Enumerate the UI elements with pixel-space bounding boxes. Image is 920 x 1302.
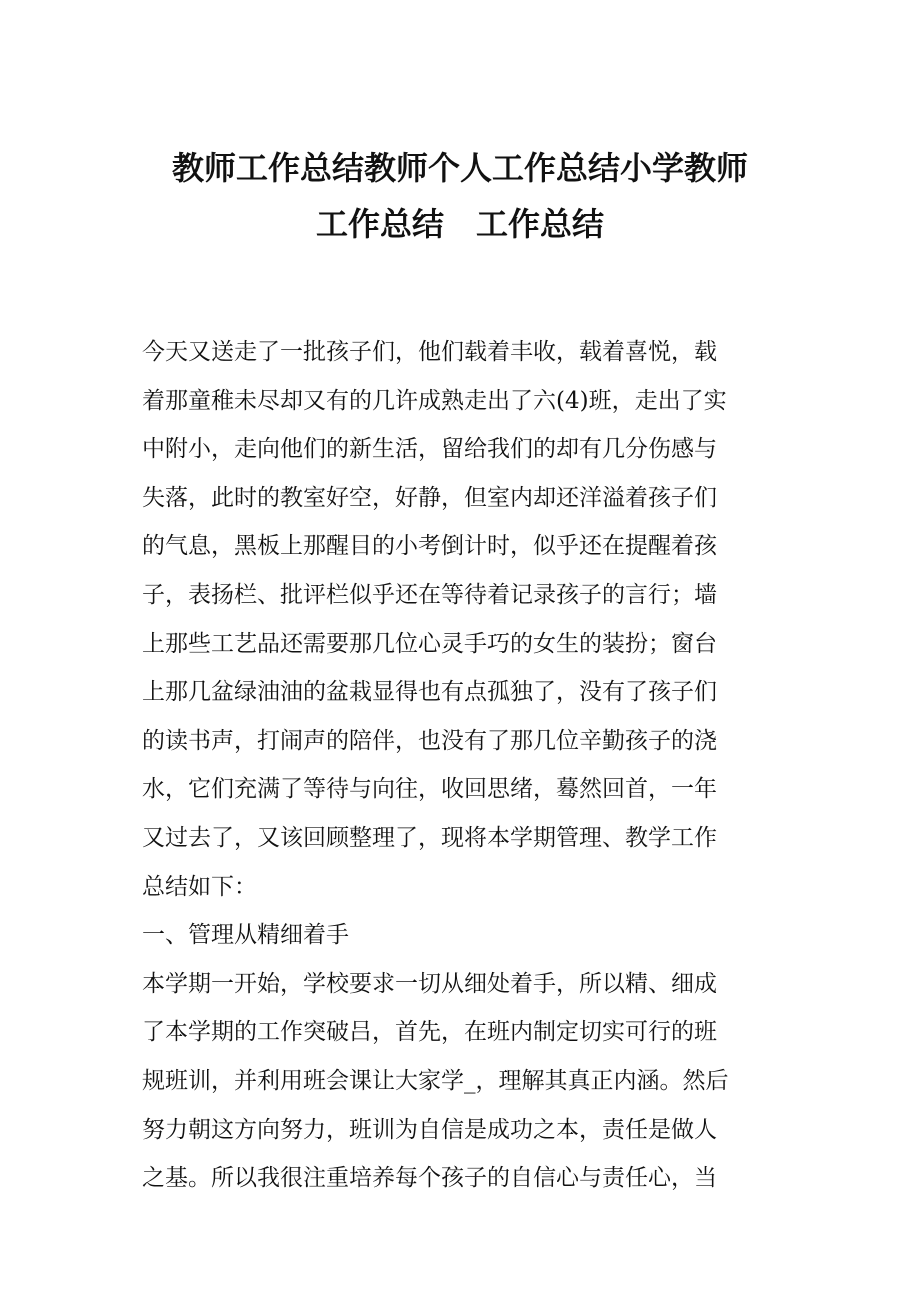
title-line-1: 教师工作总结教师个人工作总结小学教师 [171, 149, 748, 187]
body-line-16: 规班训，并利用班会课让大家学_，理解其真正内涵。然后 [142, 1067, 729, 1094]
body-line-7: 上那些工艺品还需要那几位心灵手巧的女生的装扮；窗台 [142, 630, 717, 657]
body-line-8: 上那几盆绿油油的盆栽显得也有点孤独了，没有了孩子们 [142, 679, 717, 706]
body-line-6: 子，表扬栏、批评栏似乎还在等待着记录孩子的言行；墙 [142, 581, 717, 608]
body-line-3: 中附小，走向他们的新生活，留给我们的却有几分伤感与 [142, 436, 717, 463]
body-line-4: 失落，此时的教室好空，好静，但室内却还洋溢着孩子们 [142, 484, 717, 511]
body-line-5: 的气息，黑板上那醒目的小考倒计时，似乎还在提醒着孩 [142, 533, 717, 560]
body-line-14: 本学期一开始，学校要求一切从细处着手，所以精、细成 [142, 970, 717, 997]
section-heading: 一、管理从精细着手 [142, 922, 349, 949]
body-line-11: 又过去了，又该回顾整理了，现将本学期管理、教学工作 [142, 824, 717, 851]
body-line-9: 的读书声，打闹声的陪伴，也没有了那几位辛勤孩子的浇 [142, 727, 717, 754]
body-line-10: 水，它们充满了等待与向往，收回思绪，蓦然回首，一年 [142, 776, 717, 803]
body-line-18: 之基。所以我很注重培养每个孩子的自信心与责任心，当 [142, 1165, 717, 1192]
body-line-2: 着那童稚未尽却又有的几许成熟走出了六(4)班，走出了实 [142, 387, 727, 414]
body-line-12: 总结如下： [142, 873, 257, 900]
body-line-15: 了本学期的工作突破吕，首先，在班内制定切实可行的班 [142, 1019, 717, 1046]
document-title [120, 140, 800, 252]
body-line-1: 今天又送走了一批孩子们，他们载着丰收，载着喜悦，载 [142, 339, 717, 365]
body-line-17: 努力朝这方向努力，班训为自信是成功之本，责任是做人 [142, 1116, 717, 1143]
document-body [142, 328, 778, 1203]
title-line-2: 工作总结 工作总结 [315, 205, 604, 243]
